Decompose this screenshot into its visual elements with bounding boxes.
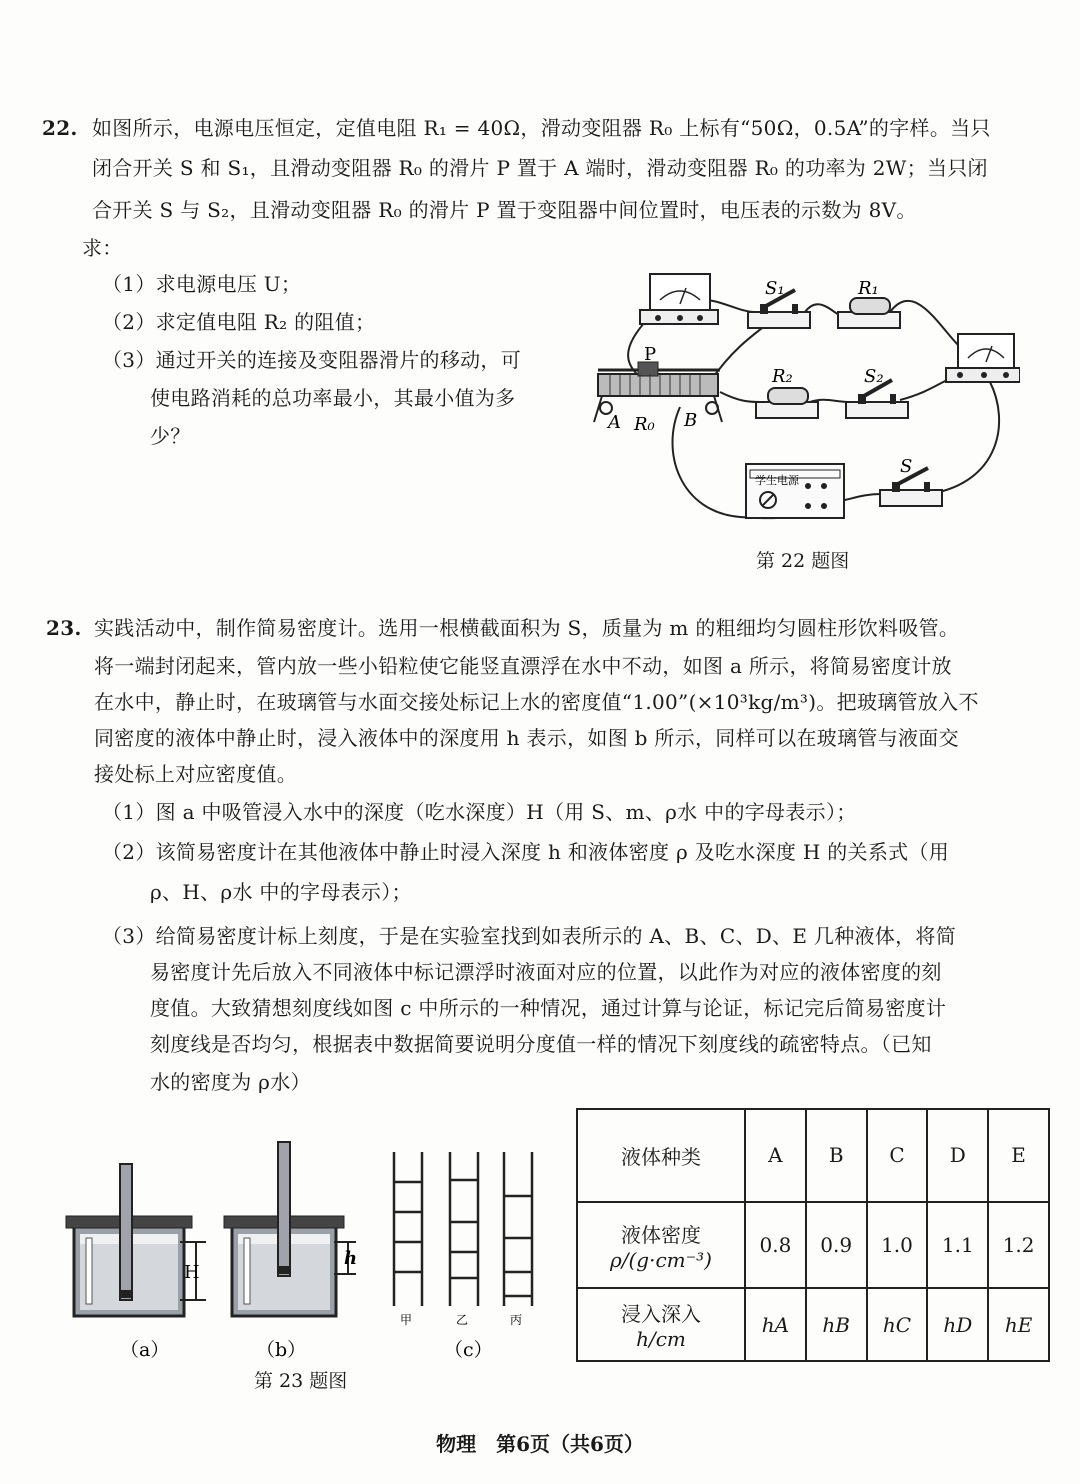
q22-sub2: （2）求定值电阻 R₂ 的阻值； xyxy=(102,310,376,334)
q22-sub3-line-3: 少？ xyxy=(150,424,191,448)
label-power-supply: 学生电源 xyxy=(755,474,799,487)
table-cell: hE xyxy=(988,1288,1049,1361)
q22-line-3: 合开关 S 与 S₂，且滑动变阻器 R₀ 的滑片 P 置于变阻器中间位置时，电压表的示数为 8V。 xyxy=(92,198,917,222)
table-header-density xyxy=(577,1202,745,1289)
label-b: B xyxy=(684,410,698,431)
q23-figure-caption: 第 23 题图 xyxy=(254,1370,348,1392)
label-H: H xyxy=(184,1262,200,1283)
table-cell: C xyxy=(867,1109,928,1202)
beaker-a-icon xyxy=(66,1164,206,1316)
resistor-r1-icon xyxy=(838,298,900,328)
table-cell: hD xyxy=(927,1288,988,1361)
table-header-liquid: 液体种类 xyxy=(577,1109,745,1202)
table-row xyxy=(577,1288,1049,1361)
label-r2: R₂ xyxy=(772,366,793,387)
label-s: S xyxy=(900,456,913,477)
q22-line-2: 闭合开关 S 和 S₁，且滑动变阻器 R₀ 的滑片 P 置于 A 端时，滑动变阻器 R₀ 的功率为 2W；当只闭 xyxy=(92,156,988,180)
table-cell: D xyxy=(927,1109,988,1202)
q23-sub3-line-4: 刻度线是否均匀，根据表中数据简要说明分度值一样的情况下刻度线的疏密特点。（已知 xyxy=(150,1032,932,1056)
table-header-density-line1: 液体密度 xyxy=(621,1222,701,1247)
q23-beakers-figure xyxy=(56,1134,536,1364)
q22-sub1: （1）求电源电压 U； xyxy=(102,272,302,296)
label-h: h xyxy=(344,1248,358,1269)
q23-line-1: 实践活动中，制作简易密度计。选用一根横截面积为 S，质量为 m 的粗细均匀圆柱形饮料吸管。 xyxy=(94,616,960,640)
label-fig-a: （a） xyxy=(120,1339,170,1361)
ammeter-icon xyxy=(946,334,1020,382)
q22-number: 22. xyxy=(42,116,78,140)
q23-number: 23. xyxy=(46,616,82,640)
table-cell: 0.8 xyxy=(745,1202,806,1289)
beaker-b-icon xyxy=(224,1142,356,1316)
q22-ask: 求： xyxy=(82,236,123,260)
label-p: P xyxy=(644,344,657,365)
q23-sub3-line-3: 度值。大致猜想刻度线如图 c 中所示的一种情况，通过计算与论证，标记完后简易密度计 xyxy=(150,996,947,1020)
q22-sub3-line-2: 使电路消耗的总功率最小，其最小值为多 xyxy=(150,386,516,410)
label-bing: 丙 xyxy=(510,1313,523,1327)
table-header-depth-line2: h/cm xyxy=(636,1327,686,1352)
table-cell: 1.1 xyxy=(927,1202,988,1289)
label-yi: 乙 xyxy=(456,1313,469,1327)
scale-ladders-icon xyxy=(394,1152,532,1306)
label-fig-c: （c） xyxy=(444,1339,493,1361)
q23-sub2-line-1: （2）该简易密度计在其他液体中静止时浸入深度 h 和液体密度 ρ 及吃水深度 H 的关系式（用 xyxy=(102,840,950,864)
label-r0: R₀ xyxy=(634,414,655,435)
q23-line-4: 同密度的液体中静止时，浸入液体中的深度用 h 表示，如图 b 所示，同样可以在玻璃管与液面交 xyxy=(94,726,959,750)
label-r1: R₁ xyxy=(858,278,879,299)
table-cell: 0.9 xyxy=(806,1202,867,1289)
table-cell: 1.0 xyxy=(867,1202,928,1289)
table-cell: B xyxy=(806,1109,867,1202)
q23-sub3-line-2: 易密度计先后放入不同液体中标记漂浮时液面对应的位置，以此作为对应的液体密度的刻 xyxy=(150,960,942,984)
q22-sub3-line-1: （3）通过开关的连接及变阻器滑片的移动，可 xyxy=(102,348,522,372)
table-cell: hA xyxy=(745,1288,806,1361)
q23-line-5: 接处标上对应密度值。 xyxy=(94,762,297,786)
table-cell: A xyxy=(745,1109,806,1202)
table-row xyxy=(577,1202,1049,1289)
table-cell: hC xyxy=(867,1288,928,1361)
q23-sub3-line-5: 水的密度为 ρ水） xyxy=(150,1070,311,1094)
label-s2: S₂ xyxy=(864,366,884,387)
table-header-density-line2: ρ/(g·cm⁻³) xyxy=(609,1247,712,1272)
power-supply-icon xyxy=(746,464,844,518)
density-table xyxy=(576,1108,1050,1362)
table-header-depth-line1: 浸入深入 xyxy=(621,1302,701,1327)
table-cell: 1.2 xyxy=(988,1202,1049,1289)
q23-line-3: 在水中，静止时，在玻璃管与水面交接处标记上水的密度值“1.00”(×10³kg/m³)。把玻璃管放入不 xyxy=(94,690,979,714)
q23-sub3-line-1: （3）给简易密度计标上刻度，于是在实验室找到如表所示的 A、B、C、D、E 几种液体，将简 xyxy=(102,924,957,948)
q22-circuit-figure xyxy=(580,262,1020,532)
resistor-r2-icon xyxy=(756,388,818,418)
page-footer: 物理 第6页（共6页） xyxy=(436,1432,644,1456)
label-fig-b: （b） xyxy=(256,1339,307,1361)
label-a: A xyxy=(608,412,621,433)
q22-line-1: 如图所示，电源电压恒定，定值电阻 R₁ = 40Ω，滑动变阻器 R₀ 上标有“50Ω，0.5A”的字样。当只 xyxy=(92,116,991,140)
voltmeter-icon xyxy=(640,274,718,324)
q23-sub2-line-2: ρ、H、ρ水 中的字母表示）； xyxy=(150,880,412,904)
label-s1: S₁ xyxy=(765,278,785,299)
label-jia: 甲 xyxy=(400,1313,413,1327)
table-cell: hB xyxy=(806,1288,867,1361)
table-header-depth xyxy=(577,1288,745,1361)
table-cell: E xyxy=(988,1109,1049,1202)
q22-figure-caption: 第 22 题图 xyxy=(756,550,850,572)
q23-line-2: 将一端封闭起来，管内放一些小铅粒使它能竖直漂浮在水中不动，如图 a 所示，将简易密度计放 xyxy=(94,654,952,678)
q23-sub1: （1）图 a 中吸管浸入水中的深度（吃水深度）H（用 S、m、ρ水 中的字母表示）； xyxy=(102,800,857,824)
table-row xyxy=(577,1109,1049,1202)
